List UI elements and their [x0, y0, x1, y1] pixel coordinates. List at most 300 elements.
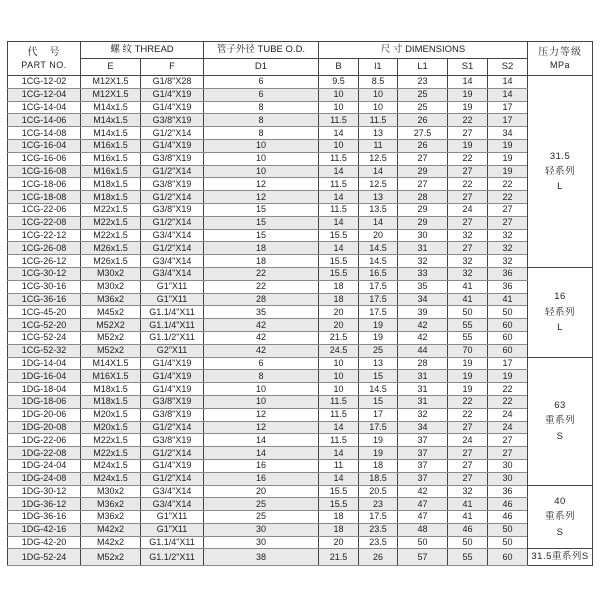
cell-dim-L1: 32 — [398, 408, 448, 421]
cell-dim-L1: 37 — [398, 459, 448, 472]
cell-dim-l1: 15 — [359, 395, 398, 408]
cell-thread-e: M52x2 — [81, 331, 141, 344]
cell-dim-s2: 19 — [488, 152, 528, 165]
pressure-rating-cell — [528, 485, 593, 549]
cell-tube-d1: 22 — [204, 280, 319, 293]
cell-dim-s1: 27 — [448, 421, 488, 434]
cell-part-no: 1CG-16-06 — [8, 152, 81, 165]
cell-thread-e: M14X1.5 — [81, 357, 141, 370]
cell-part-no: 1CG-45-20 — [8, 306, 81, 319]
cell-dim-b: 20 — [319, 306, 359, 319]
cell-thread-f: G1/2"X14 — [141, 242, 204, 255]
table-row — [8, 306, 593, 319]
cell-dim-s1: 32 — [448, 267, 488, 280]
table-row — [8, 101, 593, 114]
cell-dim-s2: 27 — [488, 447, 528, 460]
cell-thread-f: G3/4"X14 — [141, 255, 204, 268]
table-row — [8, 191, 593, 204]
cell-tube-d1: 20 — [204, 485, 319, 498]
table-row — [8, 357, 593, 370]
table-body — [8, 76, 593, 566]
cell-dim-l1: 20.5 — [359, 485, 398, 498]
cell-dim-L1: 23 — [398, 76, 448, 89]
cell-dim-L1: 31 — [398, 395, 448, 408]
pressure-rating-line: 31.5重系列S — [531, 551, 589, 563]
cell-dim-L1: 47 — [398, 511, 448, 524]
cell-dim-s2: 60 — [488, 319, 528, 332]
cell-dim-l1: 14.5 — [359, 255, 398, 268]
cell-thread-e: M52X2 — [81, 319, 141, 332]
cell-tube-d1: 30 — [204, 523, 319, 536]
cell-dim-L1: 31 — [398, 370, 448, 383]
cell-thread-f: G3/4"X14 — [141, 229, 204, 242]
cell-dim-l1: 13 — [359, 357, 398, 370]
cell-dim-l1: 12.5 — [359, 152, 398, 165]
cell-part-no: 1CG-12-04 — [8, 88, 81, 101]
cell-thread-f: G1.1/2"X11 — [141, 331, 204, 344]
cell-dim-s2: 30 — [488, 459, 528, 472]
cell-thread-e: M24x1.5 — [81, 459, 141, 472]
cell-part-no: 1CG-14-08 — [8, 127, 81, 140]
cell-dim-l1: 17.5 — [359, 306, 398, 319]
table-row — [8, 383, 593, 396]
table-row — [8, 165, 593, 178]
header-col-b: B — [319, 59, 359, 76]
header-col-s1: S1 — [448, 59, 488, 76]
cell-dim-s1: 24 — [448, 203, 488, 216]
cell-thread-f: G1/2"X14 — [141, 421, 204, 434]
cell-dim-s1: 22 — [448, 408, 488, 421]
cell-part-no: 1CG-22-08 — [8, 216, 81, 229]
table-row — [8, 344, 593, 357]
cell-dim-s2: 32 — [488, 242, 528, 255]
cell-dim-s2: 36 — [488, 280, 528, 293]
pressure-rating-line: S — [556, 430, 564, 442]
cell-thread-f: G3/8"X19 — [141, 178, 204, 191]
pressure-rating-line: 轻系列 — [545, 165, 576, 177]
cell-thread-e: M30x2 — [81, 280, 141, 293]
cell-part-no: 1DG-36-12 — [8, 498, 81, 511]
table-row — [8, 536, 593, 549]
cell-part-no: 1DG-42-20 — [8, 536, 81, 549]
cell-tube-d1: 18 — [204, 255, 319, 268]
table-row — [8, 408, 593, 421]
cell-dim-s2: 30 — [488, 472, 528, 485]
table-row — [8, 88, 593, 101]
cell-dim-l1: 13 — [359, 191, 398, 204]
cell-dim-b: 18 — [319, 511, 359, 524]
header-part-no-en: PART NO. — [21, 60, 67, 71]
cell-tube-d1: 10 — [204, 395, 319, 408]
cell-dim-L1: 29 — [398, 165, 448, 178]
cell-dim-l1: 14 — [359, 165, 398, 178]
cell-dim-l1: 23.5 — [359, 523, 398, 536]
cell-dim-l1: 14.5 — [359, 383, 398, 396]
cell-dim-s2: 46 — [488, 498, 528, 511]
cell-dim-L1: 26 — [398, 114, 448, 127]
cell-thread-e: M12X1.5 — [81, 76, 141, 89]
cell-dim-b: 10 — [319, 88, 359, 101]
cell-dim-s2: 19 — [488, 370, 528, 383]
cell-dim-L1: 25 — [398, 88, 448, 101]
cell-part-no: 1DG-22-06 — [8, 434, 81, 447]
cell-thread-f: G1/4"X19 — [141, 88, 204, 101]
cell-dim-l1: 8.5 — [359, 76, 398, 89]
cell-tube-d1: 6 — [204, 88, 319, 101]
cell-dim-s2: 36 — [488, 485, 528, 498]
cell-thread-e: M18x1.5 — [81, 191, 141, 204]
cell-dim-s2: 14 — [488, 88, 528, 101]
header-col-l1: l1 — [359, 59, 398, 76]
cell-dim-b: 10 — [319, 357, 359, 370]
cell-dim-l1: 20 — [359, 229, 398, 242]
cell-dim-s1: 50 — [448, 536, 488, 549]
cell-dim-b: 18 — [319, 523, 359, 536]
cell-dim-s2: 36 — [488, 267, 528, 280]
cell-tube-d1: 8 — [204, 370, 319, 383]
cell-dim-s1: 22 — [448, 152, 488, 165]
header-part-no-cn: 代 号 — [27, 46, 61, 58]
cell-dim-L1: 57 — [398, 549, 448, 565]
table-row — [8, 139, 593, 152]
cell-tube-d1: 25 — [204, 511, 319, 524]
cell-dim-l1: 17.5 — [359, 421, 398, 434]
table-row — [8, 293, 593, 306]
cell-dim-s2: 46 — [488, 511, 528, 524]
cell-part-no: 1DG-16-04 — [8, 370, 81, 383]
header-dimensions: 尺 寸 DIMENSIONS — [319, 42, 528, 59]
cell-dim-b: 21.5 — [319, 331, 359, 344]
cell-thread-e: M22x1.5 — [81, 447, 141, 460]
cell-thread-f: G2"X11 — [141, 344, 204, 357]
cell-part-no: 1CG-12-02 — [8, 76, 81, 89]
cell-dim-b: 15.5 — [319, 255, 359, 268]
cell-dim-s1: 22 — [448, 114, 488, 127]
header-thread: 螺 纹 THREAD — [81, 42, 204, 59]
cell-dim-s2: 22 — [488, 383, 528, 396]
cell-thread-e: M16X1.5 — [81, 370, 141, 383]
cell-dim-L1: 33 — [398, 267, 448, 280]
cell-dim-l1: 17.5 — [359, 511, 398, 524]
pressure-rating-line: 16 — [554, 291, 566, 303]
cell-part-no: 1DG-30-12 — [8, 485, 81, 498]
cell-dim-l1: 14.5 — [359, 242, 398, 255]
cell-dim-s2: 22 — [488, 395, 528, 408]
cell-dim-s1: 32 — [448, 255, 488, 268]
cell-thread-e: M22x1.5 — [81, 216, 141, 229]
cell-dim-b: 11.5 — [319, 203, 359, 216]
cell-thread-f: G1/2"X14 — [141, 447, 204, 460]
cell-thread-f: G1"X11 — [141, 511, 204, 524]
cell-thread-e: M36x2 — [81, 511, 141, 524]
cell-dim-s1: 27 — [448, 165, 488, 178]
cell-dim-b: 15.5 — [319, 229, 359, 242]
cell-dim-L1: 42 — [398, 319, 448, 332]
cell-dim-b: 21.5 — [319, 549, 359, 565]
cell-dim-b: 18 — [319, 293, 359, 306]
header-pressure — [528, 42, 593, 76]
cell-thread-e: M18x1.5 — [81, 383, 141, 396]
cell-dim-l1: 16.5 — [359, 267, 398, 280]
cell-dim-L1: 37 — [398, 447, 448, 460]
cell-dim-s1: 55 — [448, 549, 488, 565]
cell-part-no: 1DG-42-16 — [8, 523, 81, 536]
cell-part-no: 1CG-16-04 — [8, 139, 81, 152]
cell-dim-b: 18 — [319, 280, 359, 293]
cell-dim-s1: 41 — [448, 280, 488, 293]
cell-dim-s1: 19 — [448, 139, 488, 152]
cell-part-no: 1CG-36-16 — [8, 293, 81, 306]
cell-part-no: 1DG-18-04 — [8, 383, 81, 396]
cell-thread-e: M20x1.5 — [81, 408, 141, 421]
cell-tube-d1: 42 — [204, 331, 319, 344]
cell-dim-L1: 34 — [398, 293, 448, 306]
header-part-no — [8, 42, 81, 76]
cell-dim-b: 11.5 — [319, 395, 359, 408]
cell-tube-d1: 10 — [204, 152, 319, 165]
cell-tube-d1: 8 — [204, 114, 319, 127]
cell-dim-b: 15.5 — [319, 267, 359, 280]
pressure-rating-line: 31.5 — [549, 150, 571, 162]
cell-dim-b: 11.5 — [319, 408, 359, 421]
cell-thread-f: G3/4"X14 — [141, 267, 204, 280]
cell-dim-L1: 42 — [398, 485, 448, 498]
cell-dim-l1: 13.5 — [359, 203, 398, 216]
cell-tube-d1: 25 — [204, 498, 319, 511]
cell-dim-s1: 27 — [448, 191, 488, 204]
cell-dim-l1: 15 — [359, 370, 398, 383]
cell-dim-s2: 50 — [488, 306, 528, 319]
cell-part-no: 1DG-24-04 — [8, 459, 81, 472]
cell-part-no: 1CG-22-12 — [8, 229, 81, 242]
cell-dim-L1: 26 — [398, 139, 448, 152]
cell-thread-e: M22x1.5 — [81, 434, 141, 447]
table-row — [8, 523, 593, 536]
cell-tube-d1: 12 — [204, 191, 319, 204]
cell-dim-L1: 50 — [398, 536, 448, 549]
pressure-rating-cell — [528, 549, 593, 565]
cell-thread-e: M45x2 — [81, 306, 141, 319]
cell-dim-l1: 23.5 — [359, 536, 398, 549]
cell-thread-f: G1.1/2"X11 — [141, 549, 204, 565]
cell-dim-s2: 17 — [488, 357, 528, 370]
cell-dim-L1: 47 — [398, 498, 448, 511]
cell-dim-l1: 17.5 — [359, 293, 398, 306]
cell-part-no: 1CG-14-06 — [8, 114, 81, 127]
cell-dim-s1: 27 — [448, 447, 488, 460]
pressure-rating-line: L — [557, 321, 563, 333]
cell-tube-d1: 42 — [204, 344, 319, 357]
cell-dim-L1: 37 — [398, 472, 448, 485]
cell-tube-d1: 16 — [204, 472, 319, 485]
cell-thread-e: M14x1.5 — [81, 127, 141, 140]
cell-dim-s1: 55 — [448, 319, 488, 332]
cell-dim-b: 14 — [319, 242, 359, 255]
header-col-d1: D1 — [204, 59, 319, 76]
table-row — [8, 485, 593, 498]
cell-dim-s2: 17 — [488, 114, 528, 127]
cell-dim-b: 24.5 — [319, 344, 359, 357]
cell-dim-s1: 55 — [448, 331, 488, 344]
cell-tube-d1: 10 — [204, 383, 319, 396]
cell-thread-f: G3/8"X19 — [141, 152, 204, 165]
cell-tube-d1: 8 — [204, 101, 319, 114]
table-row — [8, 114, 593, 127]
cell-dim-b: 11 — [319, 459, 359, 472]
cell-dim-l1: 13 — [359, 127, 398, 140]
cell-dim-b: 14 — [319, 127, 359, 140]
cell-dim-L1: 32 — [398, 255, 448, 268]
cell-dim-L1: 28 — [398, 191, 448, 204]
cell-tube-d1: 28 — [204, 293, 319, 306]
cell-thread-e: M16x1.5 — [81, 165, 141, 178]
cell-dim-s1: 19 — [448, 357, 488, 370]
cell-dim-s1: 41 — [448, 511, 488, 524]
cell-dim-s2: 27 — [488, 216, 528, 229]
cell-thread-e: M20x1.5 — [81, 421, 141, 434]
cell-dim-L1: 30 — [398, 229, 448, 242]
cell-dim-s2: 50 — [488, 523, 528, 536]
cell-dim-l1: 12.5 — [359, 178, 398, 191]
cell-dim-L1: 48 — [398, 523, 448, 536]
table-row — [8, 178, 593, 191]
cell-tube-d1: 12 — [204, 408, 319, 421]
cell-thread-e: M26x1.5 — [81, 255, 141, 268]
cell-dim-s2: 27 — [488, 434, 528, 447]
cell-thread-f: G1/4"X19 — [141, 459, 204, 472]
cell-dim-b: 14 — [319, 447, 359, 460]
table-row — [8, 472, 593, 485]
cell-tube-d1: 12 — [204, 178, 319, 191]
pressure-rating-line: S — [556, 526, 564, 538]
cell-dim-l1: 10 — [359, 88, 398, 101]
cell-dim-s1: 22 — [448, 178, 488, 191]
cell-tube-d1: 15 — [204, 203, 319, 216]
cell-dim-L1: 34 — [398, 421, 448, 434]
cell-dim-s1: 14 — [448, 76, 488, 89]
cell-part-no: 1DG-20-08 — [8, 421, 81, 434]
cell-dim-L1: 31 — [398, 383, 448, 396]
spec-table — [7, 41, 593, 566]
cell-dim-s1: 19 — [448, 383, 488, 396]
cell-part-no: 1CG-16-08 — [8, 165, 81, 178]
cell-dim-l1: 19 — [359, 447, 398, 460]
cell-part-no: 1DG-22-08 — [8, 447, 81, 460]
cell-tube-d1: 14 — [204, 434, 319, 447]
cell-dim-L1: 27.5 — [398, 127, 448, 140]
cell-dim-s2: 17 — [488, 101, 528, 114]
cell-thread-e: M30x2 — [81, 267, 141, 280]
header-pressure-en: MPa — [550, 60, 571, 71]
cell-thread-e: M12X1.5 — [81, 88, 141, 101]
cell-part-no: 1CG-18-08 — [8, 191, 81, 204]
cell-dim-b: 11.5 — [319, 434, 359, 447]
cell-dim-s1: 32 — [448, 485, 488, 498]
cell-dim-l1: 17 — [359, 408, 398, 421]
cell-dim-s2: 41 — [488, 293, 528, 306]
table-row — [8, 216, 593, 229]
cell-dim-s2: 19 — [488, 165, 528, 178]
cell-dim-l1: 19 — [359, 319, 398, 332]
cell-dim-L1: 25 — [398, 101, 448, 114]
cell-dim-l1: 18.5 — [359, 472, 398, 485]
cell-dim-s1: 32 — [448, 229, 488, 242]
pressure-rating-line: 63 — [554, 400, 566, 412]
cell-thread-e: M26x1.5 — [81, 242, 141, 255]
cell-thread-e: M24x1.5 — [81, 472, 141, 485]
cell-dim-s2: 60 — [488, 331, 528, 344]
header-tube-od: 管子外径 TUBE O.D. — [204, 42, 319, 59]
cell-part-no: 1DG-24-08 — [8, 472, 81, 485]
table-row — [8, 203, 593, 216]
cell-thread-f: G1.1/4"X11 — [141, 536, 204, 549]
cell-thread-f: G1"X11 — [141, 293, 204, 306]
cell-thread-f: G1/8"X28 — [141, 76, 204, 89]
pressure-rating-line: 重系列 — [545, 511, 576, 523]
cell-dim-L1: 29 — [398, 216, 448, 229]
cell-thread-f: G1/2"X14 — [141, 216, 204, 229]
cell-dim-L1: 37 — [398, 434, 448, 447]
cell-thread-f: G1.1/4"X11 — [141, 306, 204, 319]
cell-tube-d1: 15 — [204, 216, 319, 229]
cell-thread-e: M14x1.5 — [81, 114, 141, 127]
cell-thread-f: G1/4"X19 — [141, 370, 204, 383]
cell-part-no: 1CG-26-08 — [8, 242, 81, 255]
cell-tube-d1: 42 — [204, 319, 319, 332]
cell-dim-l1: 11 — [359, 139, 398, 152]
cell-dim-b: 14 — [319, 165, 359, 178]
cell-tube-d1: 8 — [204, 127, 319, 140]
pressure-rating-line: L — [557, 181, 563, 193]
table-row — [8, 255, 593, 268]
header-col-f: F — [141, 59, 204, 76]
table-row — [8, 280, 593, 293]
cell-dim-L1: 44 — [398, 344, 448, 357]
cell-dim-L1: 31 — [398, 242, 448, 255]
cell-part-no: 1DG-36-16 — [8, 511, 81, 524]
cell-dim-s2: 24 — [488, 408, 528, 421]
pressure-rating-line: 40 — [554, 496, 566, 508]
cell-dim-s2: 60 — [488, 344, 528, 357]
cell-part-no: 1DG-18-06 — [8, 395, 81, 408]
cell-dim-b: 11.5 — [319, 152, 359, 165]
cell-dim-s2: 19 — [488, 139, 528, 152]
cell-dim-s2: 34 — [488, 127, 528, 140]
cell-dim-s1: 24 — [448, 434, 488, 447]
pressure-rating-cell — [528, 76, 593, 268]
cell-thread-e: M16x1.5 — [81, 139, 141, 152]
cell-part-no: 1CG-14-04 — [8, 101, 81, 114]
header-col-L1: L1 — [398, 59, 448, 76]
cell-part-no: 1DG-20-06 — [8, 408, 81, 421]
cell-thread-f: G3/4"X14 — [141, 498, 204, 511]
cell-part-no: 1CG-52-32 — [8, 344, 81, 357]
pressure-rating-line: 重系列 — [545, 415, 576, 427]
cell-dim-s1: 27 — [448, 242, 488, 255]
cell-thread-f: G1/4"X19 — [141, 101, 204, 114]
table-header — [8, 42, 593, 76]
cell-dim-s2: 24 — [488, 421, 528, 434]
cell-thread-e: M52x2 — [81, 549, 141, 565]
cell-dim-b: 15.5 — [319, 498, 359, 511]
cell-dim-b: 11.5 — [319, 178, 359, 191]
cell-part-no: 1CG-30-12 — [8, 267, 81, 280]
table-row — [8, 549, 593, 565]
cell-thread-e: M22x1.5 — [81, 229, 141, 242]
cell-thread-e: M36x2 — [81, 293, 141, 306]
cell-dim-L1: 39 — [398, 306, 448, 319]
cell-thread-f: G1"X11 — [141, 280, 204, 293]
